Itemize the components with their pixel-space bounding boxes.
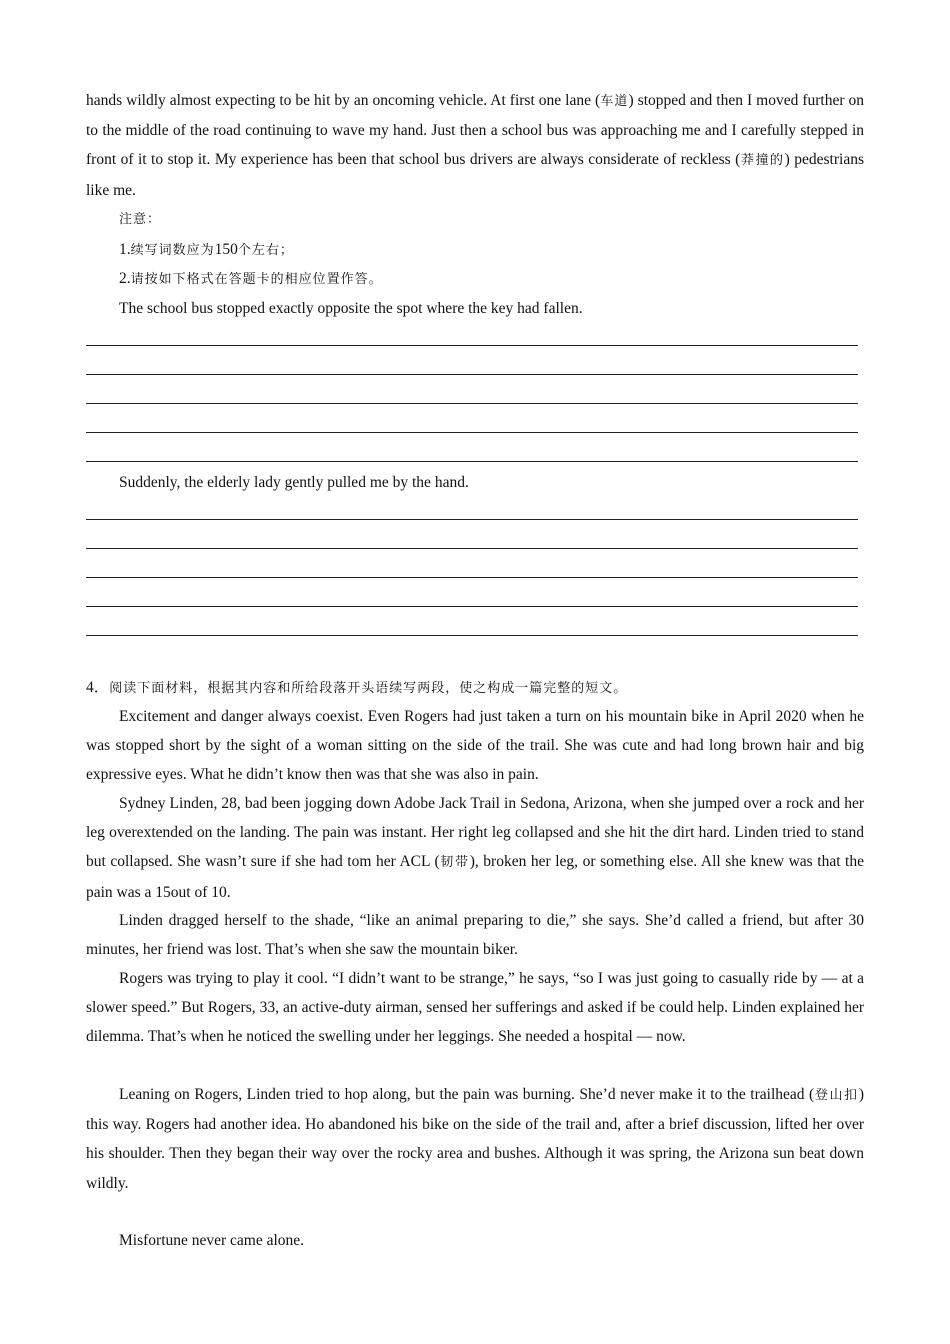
- gloss-lane: 车道: [600, 94, 629, 109]
- text-run: Sydney Linden, 28, bad been jogging down Adobe Jack Trail in Sedona, Arizona, when she jumped over a rock and her leg overextended on the landing. The pain was instant. Her right leg collapsed and she hit the dirt hard. Linden tried to stand but collapsed. She wasn’t sure if she had tom her ACL (: [86, 795, 864, 871]
- answer-line[interactable]: [86, 606, 858, 607]
- note-2: [119, 264, 383, 294]
- note-2-number: 2.: [119, 270, 131, 287]
- note-2-text: 请按如下格式在答题卡的相应位置作答。: [130, 272, 383, 287]
- note-1-text: 续写词数应为: [130, 243, 215, 258]
- answer-line[interactable]: [86, 432, 858, 433]
- answer-line[interactable]: [86, 635, 858, 636]
- q3-paragraph-start-2: Suddenly, the elderly lady gently pulled me by the hand.: [119, 474, 469, 491]
- q4-instruction: [86, 673, 864, 703]
- question-number: 4．: [86, 679, 110, 696]
- question-instruction: 阅读下面材料，根据其内容和所给段落开头语续写两段，使之构成一篇完整的短文。: [109, 681, 628, 696]
- q4-paragraph-4: Rogers was trying to play it cool. “I didn’t want to be strange,” he says, “so I was just going to casually ride by — at a slower speed.” But Rogers, 33, an active-duty airman, sensed her sufferings and asked if be could help. Linden explained her dilemma. That’s when he noticed the swelling under her leggings. She needed a hospital — now.: [86, 970, 864, 1046]
- note-1: [119, 235, 294, 265]
- text-run: ) this way. Rogers had another idea. Ho abandoned his bike on the side of the trail and, after a brief discussion, lifted her over his shoulder. Then they began their way over the rocky area and bushes. Although it was spring, the Arizona sun beat down wildly.: [86, 1086, 864, 1192]
- answer-line[interactable]: [86, 345, 858, 346]
- answer-line[interactable]: [86, 548, 858, 549]
- q4-paragraph-start-1: Misfortune never came alone.: [119, 1232, 305, 1249]
- q4-paragraph-5: [86, 1080, 864, 1198]
- text-run: hands wildly almost expecting to be hit by an oncoming vehicle. At first one lane (: [86, 92, 601, 109]
- gloss-acl: 韧带: [439, 855, 470, 871]
- continuation-paragraph: [86, 86, 864, 205]
- q4-paragraph-1: Excitement and danger always coexist. Even Rogers had just taken a turn on his mountain bike in April 2020 when he was stopped short by the sight of a woman sitting on the side of the trail. She was cute and had long brown hair and big expressive eyes. What he didn’t know then was that she was also in pain.: [86, 708, 864, 784]
- q4-paragraph-2: [86, 789, 864, 907]
- answer-line[interactable]: [86, 577, 858, 578]
- text-run: Leaning on Rogers, Linden tried to hop along, but the pain was burning. She’d never make it to the trailhead (: [119, 1086, 815, 1103]
- note-1-number: 1.: [119, 241, 131, 258]
- gloss-trailhead: 登山扣: [814, 1088, 859, 1103]
- text-run: ) stopped and then I moved further on to the middle of the road continuing to wave my hand. Just then a school bus was approaching me and I carefully stepped in front of it to stop it. My experience has been that school bus drivers are always considerate of reckless (: [86, 92, 864, 169]
- note-1-count: 150: [214, 241, 238, 258]
- q3-paragraph-start-1: The school bus stopped exactly opposite the spot where the key had fallen.: [119, 300, 583, 317]
- note-1-text-end: 个左右；: [237, 243, 294, 258]
- answer-line[interactable]: [86, 374, 858, 375]
- notes-heading: 注意：: [119, 212, 162, 227]
- text-run: ) pedestrians like me.: [86, 151, 864, 199]
- gloss-reckless: 莽撞的: [740, 153, 785, 169]
- answer-line[interactable]: [86, 461, 858, 462]
- answer-line[interactable]: [86, 403, 858, 404]
- answer-line[interactable]: [86, 519, 858, 520]
- q4-paragraph-3: Linden dragged herself to the shade, “like an animal preparing to die,” she says. She’d called a friend, but after 30 minutes, her friend was lost. That’s when she saw the mountain biker.: [86, 912, 864, 959]
- text-run: ), broken her leg, or something else. All she knew was that the pain was a 15out of 10.: [86, 853, 864, 901]
